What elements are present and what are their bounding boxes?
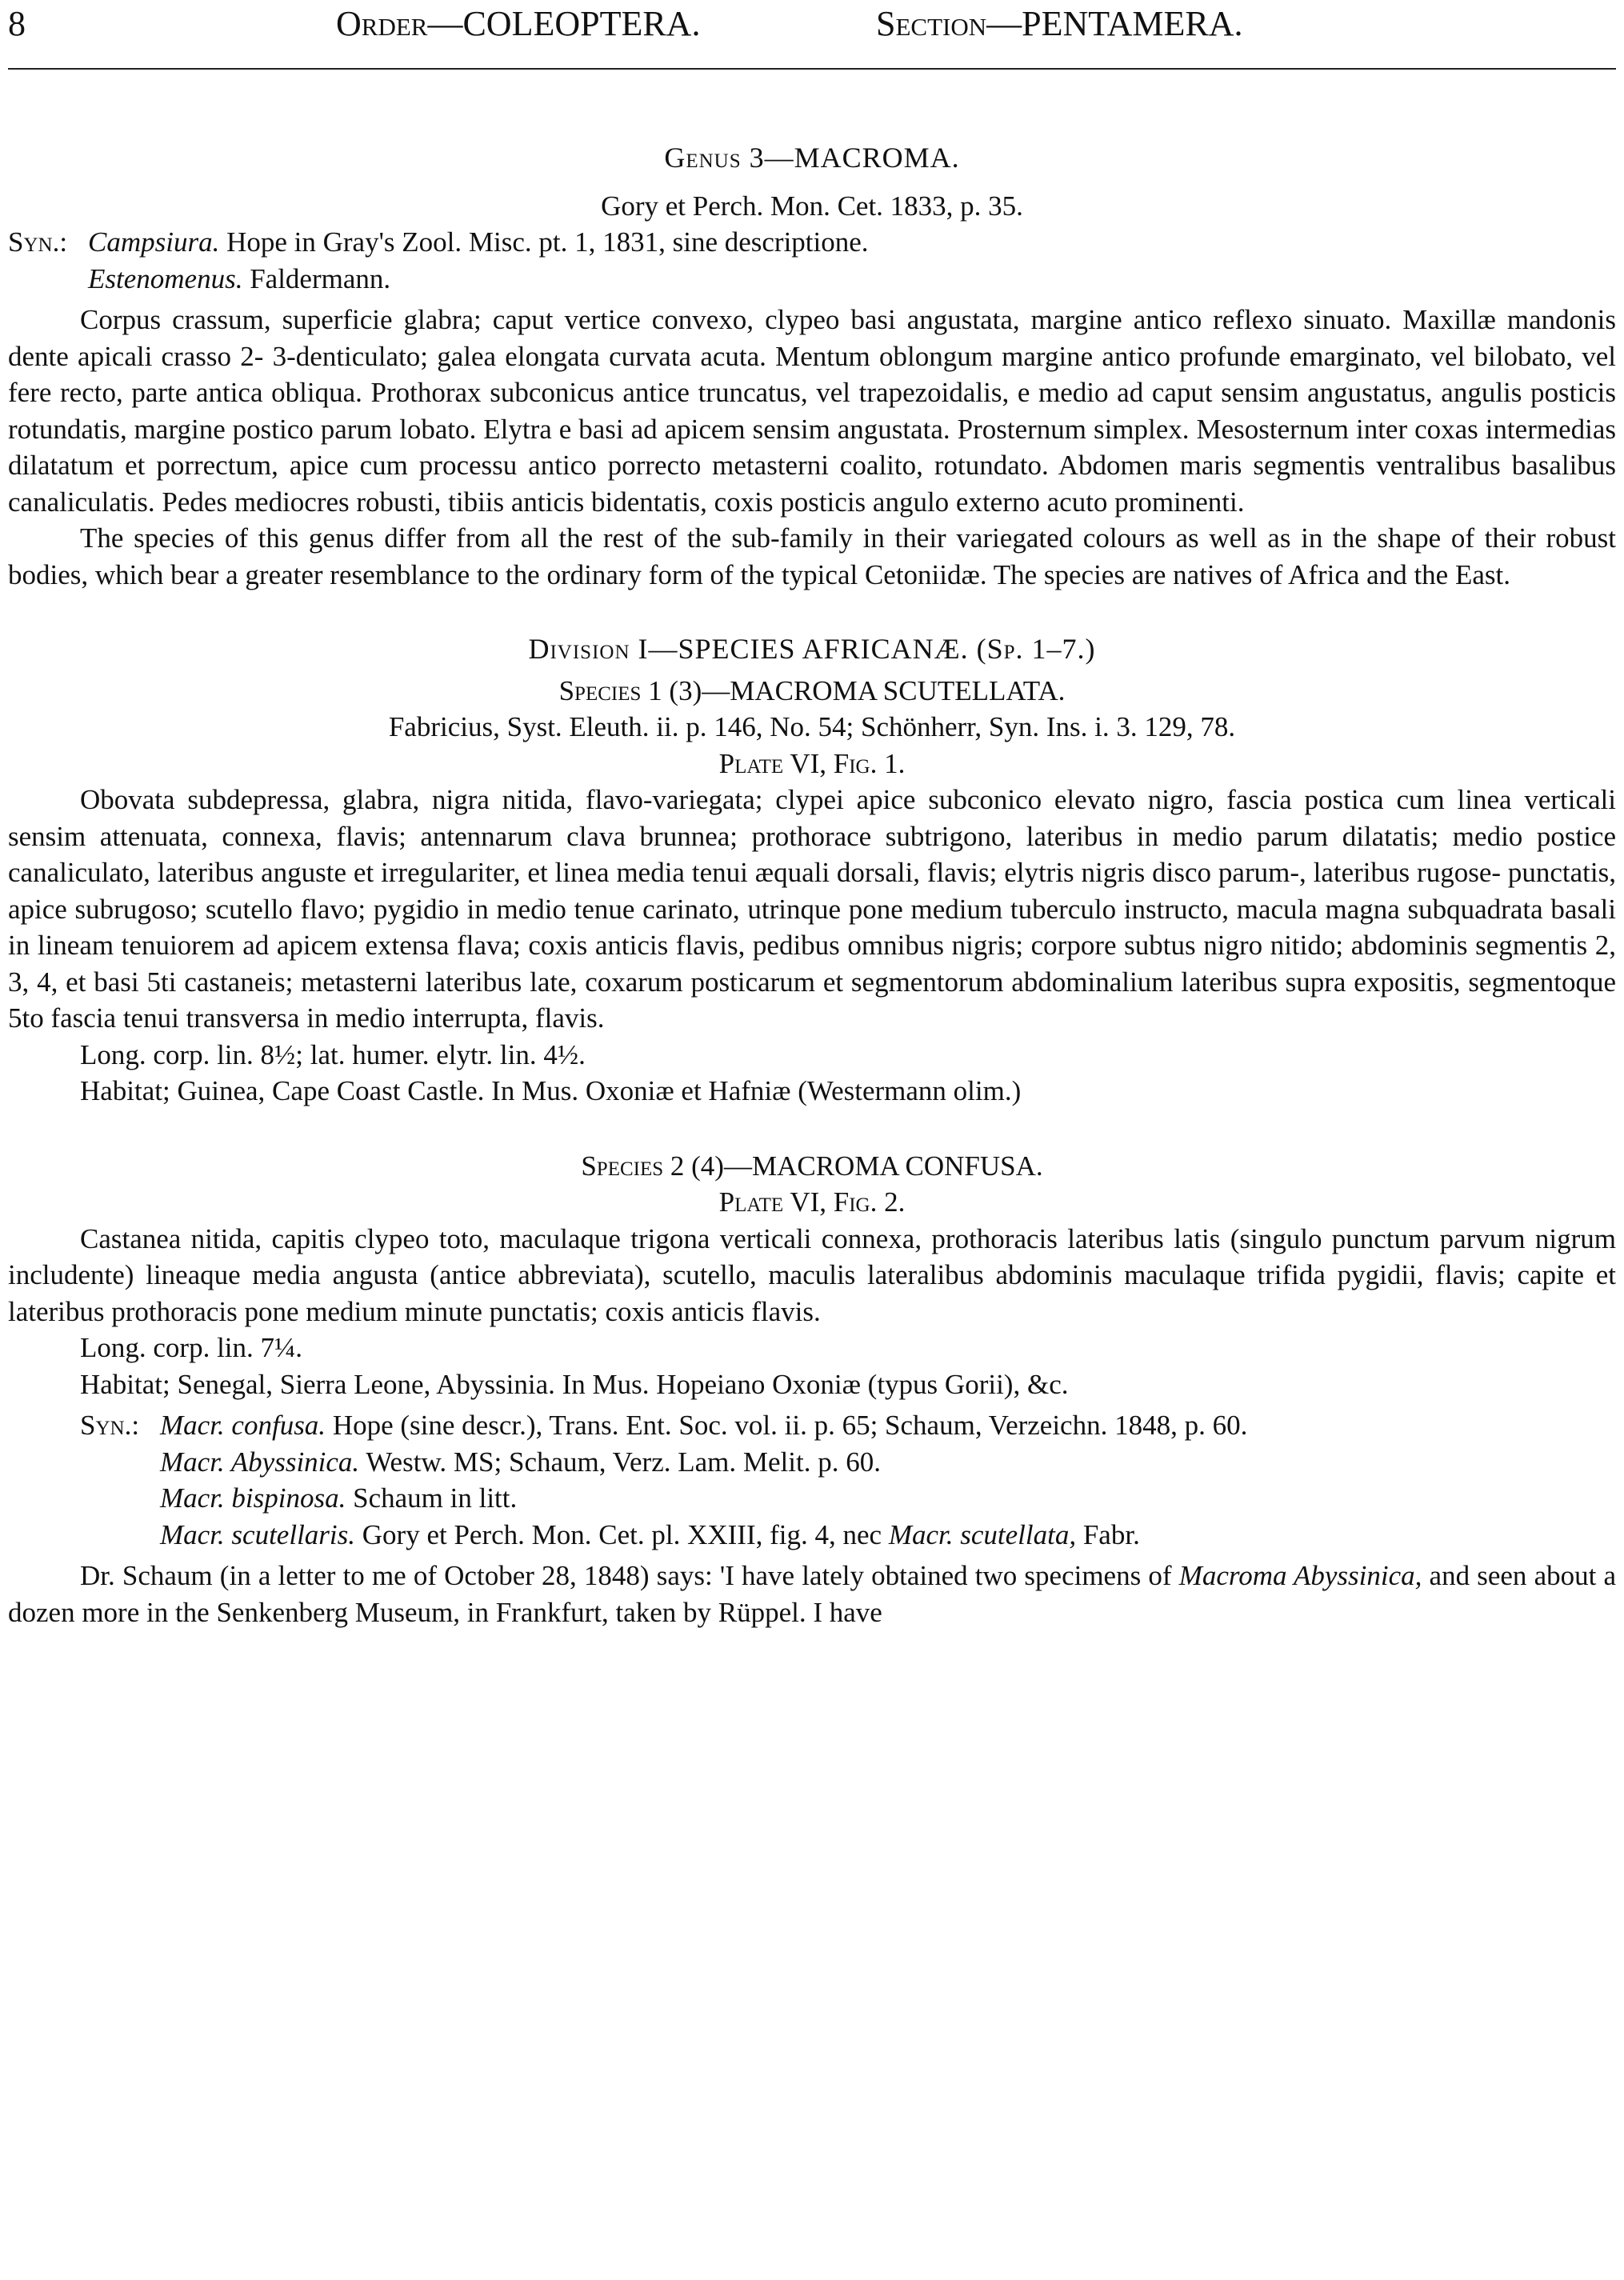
species2-synonymy [8, 1407, 1616, 1553]
main-content [8, 140, 1616, 1630]
synonym-name: Macr. scutellata, [888, 1518, 1077, 1550]
genus-synonymy [8, 224, 1616, 297]
syn-label: Syn.: [80, 1410, 140, 1441]
synonym-name: Estenomenus. [88, 262, 243, 294]
closing-species-name: Macroma Abyssinica, [1178, 1560, 1422, 1591]
synonym-ref: Hope (sine descr.), Trans. Ent. Soc. vol. ii. p. 65; Schaum, Verzeichn. 1848, p. 60. [332, 1410, 1248, 1441]
running-head [8, 0, 1616, 48]
species1-heading: Species 1 (3)—MACROMA SCUTELLATA. [558, 674, 1066, 706]
synonym-ref: Westw. MS; Schaum, Verz. Lam. Melit. p. 60. [366, 1446, 881, 1478]
synonym-ref: Hope in Gray's Zool. Misc. pt. 1, 1831, sine descriptione. [226, 226, 869, 258]
species2-habitat: Habitat; Senegal, Sierra Leone, Abyssinia. In Mus. Hopeiano Oxoniæ (typus Gorii), &c. [80, 1368, 1069, 1400]
synonym-name: Macr. confusa. [160, 1410, 326, 1441]
order-title: Order—COLEOPTERA. [336, 4, 701, 43]
species1-measurements: Long. corp. lin. 8½; lat. humer. elytr. lin. 4½. [80, 1038, 586, 1070]
closing-text: Dr. Schaum (in a letter to me of October 28, 1848) says: 'I have lately obtained two specimens of [80, 1560, 1172, 1591]
synonym-ref: Gory et Perch. Mon. Cet. pl. XXIII, fig. 4, nec [362, 1518, 882, 1550]
species2-description: Castanea nitida, capitis clypeo toto, maculaque trigona verticali connexa, prothoracis lateribus latis (singulo punctum parvum nigrum includente) lineaque media angusta (antice abbreviata), scutello, maculis lateralibus abdominis maculaque trifida pygidii, flavis; capite et lateribus prothoracis pone medium minute punctatis; coxis anticis flavis. [8, 1222, 1616, 1327]
species1-plate: Plate VI, Fig. 1. [718, 747, 906, 779]
synonym-name: Macr. scutellaris. [160, 1518, 356, 1550]
genus-description: Corpus crassum, superficie glabra; caput vertice convexo, clypeo basi angustata, margine antico reflexo sinuato. Maxillæ mandonis dente apicali crasso 2- 3-denticulato; galea elongata curvata acuta. Mentum oblongum margine antico profunde emarginato, vel bilobato, vel fere recto, parte antica obliqua. Prothorax subconicus antice truncatus, vel trapezoidalis, e medio ad caput sensim angustatus, angulis posticis rotundatis, margine postico parum lobato. Elytra e basi ad apicem sensim angustata. Prosternum simplex. Mesosternum inter coxas intermedias dilatatum et porrectum, apice cum processu antico porrecto metasterni coalito, rotundato. Abdomen maris segmentis ventralibus basalibus canaliculatis. Pedes mediocres robusti, tibiis anticis bidentatis, coxis posticis angulo externo acuto prominenti. [8, 304, 1616, 518]
synonym-ref: Fabr. [1082, 1518, 1140, 1550]
species1-authority: Fabricius, Syst. Eleuth. ii. p. 146, No. 54; Schönherr, Syn. Ins. i. 3. 129, 78. [388, 711, 1236, 742]
species1-description: Obovata subdepressa, glabra, nigra nitida, flavo-variegata; clypei apice subconico elevato nigro, fascia postica cum linea verticali sensim attenuata, connexa, flavis; antennarum clava brunnea; prothorace subtrigono, lateribus in medio parum dilatatis; medio postice canaliculato, lateribus anguste et irregulariter, et linea media tenui æquali dorsali, flavis; elytris nigris disco parum-, lateribus rugose- punctatis, apice subrugoso; scutello flavo; pygidio in medio tenue carinato, utrinque pone medium tuberculo instructo, macula magna subquadrata basali in lineam tenuiorem ad apicem extensa flava; coxis anticis flavis, pedibus omnibus nigris; corpore subtus nigro nitido; abdominis segmentis 2, 3, 4, et basi 5ti castaneis; metasterni lateribus late, coxarum posticarum et segmentorum abdominalium lateribus supra expositis, segmentoque 5to fascia tenui transversa in medio interrupta, flavis. [8, 784, 1616, 1034]
section-title: Section—PENTAMERA. [876, 4, 1243, 43]
syn-label: Syn.: [8, 226, 68, 258]
species2-heading: Species 2 (4)—MACROMA CONFUSA. [581, 1150, 1043, 1182]
genus-authority: Gory et Perch. Mon. Cet. 1833, p. 35. [601, 190, 1023, 222]
page-number: 8 [8, 4, 26, 43]
division-heading: Division I—SPECIES AFRICANÆ. (Sp. 1–7.) [528, 633, 1096, 665]
species2-plate: Plate VI, Fig. 2. [718, 1186, 906, 1218]
synonym-name: Macr. bispinosa. [160, 1482, 346, 1514]
species2-closing-paragraph [8, 1558, 1616, 1630]
closing-text: and seen about a dozen more in the Senkenberg Museum, in Frankfurt, taken by Rüppel. I have [8, 1560, 1617, 1628]
synonym-ref: Faldermann. [250, 262, 391, 294]
genus-heading: Genus 3—MACROMA. [664, 142, 960, 174]
species1-habitat: Habitat; Guinea, Cape Coast Castle. In Mus. Oxoniæ et Hafniæ (Westermann olim.) [80, 1075, 1022, 1106]
genus-note: The species of this genus differ from all the rest of the sub-family in their variegated colours as well as in the shape of their robust bodies, which bear a greater resemblance to the ordinary form of the typical Cetoniidæ. The species are natives of Africa and the East. [8, 522, 1616, 590]
species2-measurements: Long. corp. lin. 7¼. [80, 1332, 303, 1363]
synonym-name: Macr. Abyssinica. [160, 1446, 360, 1478]
header-rule [8, 68, 1616, 70]
synonym-name: Campsiura. [88, 226, 220, 258]
synonym-ref: Schaum in litt. [353, 1482, 518, 1514]
